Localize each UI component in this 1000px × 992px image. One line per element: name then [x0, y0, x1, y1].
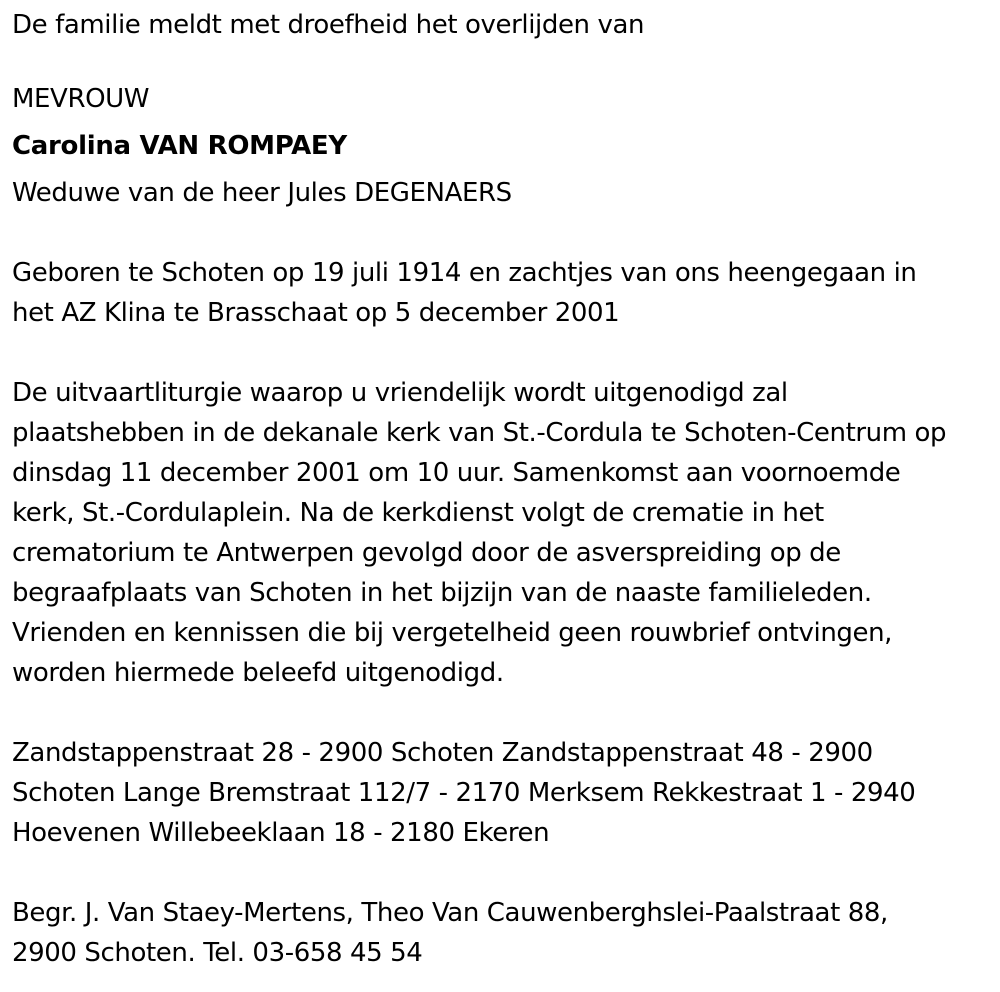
spacer — [12, 333, 997, 373]
death-notice — [12, 5, 997, 973]
birth-paragraph — [12, 253, 997, 333]
undertaker-line: Begr. J. Van Staey-Mertens, Theo Van Cauwenberghslei-Paalstraat 88, — [12, 898, 888, 928]
undertaker-line: 2900 Schoten. Tel. 03-658 45 54 — [12, 938, 423, 968]
spacer — [12, 853, 997, 893]
address-line: Schoten Lange Bremstraat 112/7 - 2170 Merksem Rekkestraat 1 - 2940 — [12, 778, 916, 808]
funeral-line: crematorium te Antwerpen gevolgd door de asverspreiding op de — [12, 538, 841, 568]
address-line: Zandstappenstraat 28 - 2900 Schoten Zandstappenstraat 48 - 2900 — [12, 738, 873, 768]
spacer — [12, 45, 997, 79]
addresses-paragraph — [12, 733, 997, 853]
funeral-line: Vrienden en kennissen die bij vergetelheid geen rouwbrief ontvingen, — [12, 618, 893, 648]
funeral-line: kerk, St.-Cordulaplein. Na de kerkdienst volgt de crematie in het — [12, 498, 824, 528]
spacer — [12, 213, 997, 253]
intro-line: De familie meldt met droefheid het overlijden van — [12, 10, 645, 40]
funeral-line: worden hiermede beleefd uitgenodigd. — [12, 658, 504, 688]
undertaker-paragraph — [12, 893, 997, 973]
birth-line: Geboren te Schoten op 19 juli 1914 en zachtjes van ons heengegaan in — [12, 258, 917, 288]
title-line: MEVROUW — [12, 84, 150, 114]
funeral-line: dinsdag 11 december 2001 om 10 uur. Samenkomst aan voornoemde — [12, 458, 901, 488]
deceased-name: Carolina VAN ROMPAEY — [12, 131, 347, 161]
spacer — [12, 693, 997, 733]
address-line: Hoevenen Willebeeklaan 18 - 2180 Ekeren — [12, 818, 550, 848]
funeral-line: De uitvaartliturgie waarop u vriendelijk wordt uitgenodigd zal — [12, 378, 788, 408]
birth-line: het AZ Klina te Brasschaat op 5 december 2001 — [12, 298, 620, 328]
widow-line: Weduwe van de heer Jules DEGENAERS — [12, 178, 512, 208]
funeral-paragraph — [12, 373, 997, 693]
funeral-line: plaatshebben in de dekanale kerk van St.-Cordula te Schoten-Centrum op — [12, 418, 947, 448]
funeral-line: begraafplaats van Schoten in het bijzijn van de naaste familieleden. — [12, 578, 872, 608]
